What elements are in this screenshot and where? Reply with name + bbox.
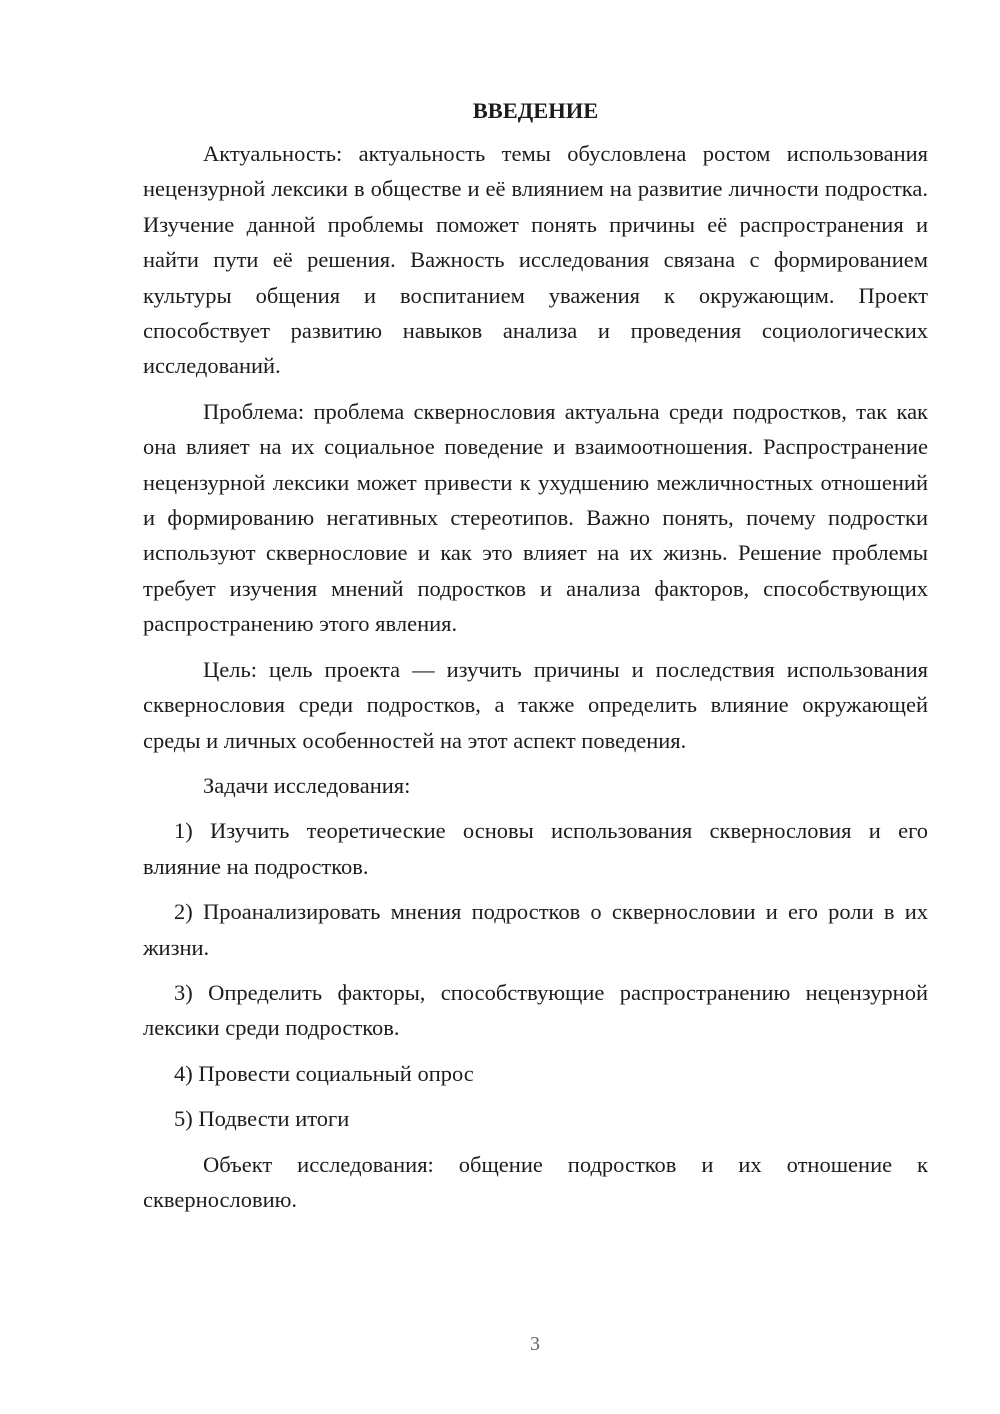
page-content — [143, 96, 928, 1227]
task-item-2: 2) Проанализировать мнения подростков о сквернословии и его роли в их жизни. — [143, 899, 928, 960]
paragraph-problem: Проблема: проблема сквернословия актуальна среди подростков, так как она влияет на их социальное поведение и взаимоотношения. Распространение нецензурной лексики может привести к ухудшению межличностных отношений и формированию негативных стереотипов. Важно понять, почему подростки используют сквернословие и как это влияет на их жизнь. Решение проблемы требует изучения мнений подростков и анализа факторов, способствующих распространению этого явления. — [143, 398, 928, 637]
page-title: ВВЕДЕНИЕ — [472, 98, 599, 123]
paragraph-relevance: Актуальность: актуальность темы обусловлена ростом использования нецензурной лексики в обществе и её влиянием на развитие личности подростка. Изучение данной проблемы поможет понять причины её распространения и найти пути её решения. Важность исследования связана с формированием культуры общения и воспитанием уважения к окружающим. Проект способствует развитию навыков анализа и проведения социологических исследований. — [143, 141, 928, 379]
paragraph-object: Объект исследования: общение подростков и их отношение к сквернословию. — [143, 1151, 928, 1212]
page-number: 3 — [530, 1333, 540, 1355]
task-item-4: 4) Провести социальный опрос — [174, 1060, 474, 1086]
task-item-3: 3) Определить факторы, способствующие распространению нецензурной лексики среди подростков. — [143, 979, 928, 1041]
tasks-heading: Задачи исследования: — [203, 772, 411, 798]
task-item-5: 5) Подвести итоги — [174, 1106, 350, 1132]
paragraph-goal: Цель: цель проекта — изучить причины и последствия использования сквернословия среди подростков, а также определить влияние окружающей среды и личных особенностей на этот аспект поведения. — [143, 656, 928, 753]
task-item-1: 1) Изучить теоретические основы использования сквернословия и его влияние на подростков. — [143, 818, 928, 879]
